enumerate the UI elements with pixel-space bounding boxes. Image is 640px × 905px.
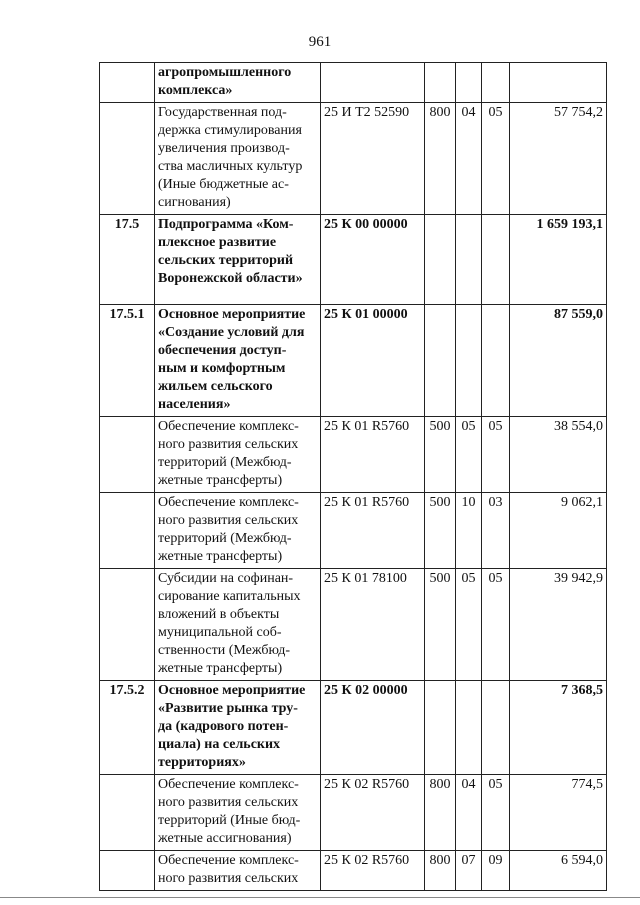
row-subsection xyxy=(482,681,510,775)
row-subsection xyxy=(482,305,510,417)
row-amount: 87 559,0 xyxy=(510,305,607,417)
row-number: 17.5.1 xyxy=(100,305,155,417)
table-row xyxy=(100,417,607,493)
row-expense-type: 800 xyxy=(425,103,456,215)
row-expense-type xyxy=(425,63,456,103)
row-expense-type: 800 xyxy=(425,851,456,891)
table-row xyxy=(100,103,607,215)
row-amount: 774,5 xyxy=(510,775,607,851)
row-subsection: 09 xyxy=(482,851,510,891)
row-subsection: 05 xyxy=(482,103,510,215)
row-name: агропромышленного комплекса» xyxy=(155,63,321,103)
row-code: 25 К 02 R5760 xyxy=(321,851,425,891)
row-number xyxy=(100,569,155,681)
row-subsection xyxy=(482,63,510,103)
row-amount xyxy=(510,63,607,103)
row-number xyxy=(100,493,155,569)
table-row xyxy=(100,215,607,305)
row-number: 17.5.2 xyxy=(100,681,155,775)
row-expense-type xyxy=(425,215,456,305)
row-name: Обеспечение комплекс- ного развития сельских xyxy=(155,851,321,891)
row-name: Субсидии на софинан- сирование капитальных вложений в объекты муниципальной соб- ственности (Межбюд- жетные трансферты) xyxy=(155,569,321,681)
row-name: Государственная под- держка стимулирования увеличения производ- ства масличных культур (Иные бюджетные ас- сигнования) xyxy=(155,103,321,215)
row-name: Подпрограмма «Ком- плексное развитие сельских территорий Воронежской области» xyxy=(155,215,321,305)
row-subsection: 05 xyxy=(482,569,510,681)
row-name: Основное мероприятие «Создание условий для обеспечения доступ- ным и комфортным жильем сельского населения» xyxy=(155,305,321,417)
row-code: 25 К 01 78100 xyxy=(321,569,425,681)
row-code: 25 К 02 00000 xyxy=(321,681,425,775)
row-code xyxy=(321,63,425,103)
row-subsection xyxy=(482,215,510,305)
row-amount: 1 659 193,1 xyxy=(510,215,607,305)
row-name: Обеспечение комплекс- ного развития сельских территорий (Межбюд- жетные трансферты) xyxy=(155,493,321,569)
row-code: 25 И Т2 52590 xyxy=(321,103,425,215)
row-code: 25 К 01 R5760 xyxy=(321,493,425,569)
row-expense-type xyxy=(425,681,456,775)
row-expense-type: 500 xyxy=(425,569,456,681)
row-section xyxy=(456,681,482,775)
row-amount: 57 754,2 xyxy=(510,103,607,215)
row-amount: 39 942,9 xyxy=(510,569,607,681)
table-row xyxy=(100,493,607,569)
row-subsection: 05 xyxy=(482,417,510,493)
table-row xyxy=(100,305,607,417)
row-code: 25 К 02 R5760 xyxy=(321,775,425,851)
row-section xyxy=(456,215,482,305)
row-number xyxy=(100,417,155,493)
row-name: Обеспечение комплекс- ного развития сельских территорий (Иные бюд- жетные ассигнования) xyxy=(155,775,321,851)
budget-table-body xyxy=(100,63,607,891)
row-number xyxy=(100,851,155,891)
row-section: 04 xyxy=(456,775,482,851)
row-section xyxy=(456,63,482,103)
row-expense-type: 500 xyxy=(425,493,456,569)
table-row xyxy=(100,681,607,775)
row-expense-type: 500 xyxy=(425,417,456,493)
page-number: 961 xyxy=(308,34,332,50)
budget-table xyxy=(99,62,607,891)
row-section: 04 xyxy=(456,103,482,215)
row-amount: 9 062,1 xyxy=(510,493,607,569)
row-number xyxy=(100,775,155,851)
row-section xyxy=(456,305,482,417)
row-number: 17.5 xyxy=(100,215,155,305)
row-section: 05 xyxy=(456,417,482,493)
row-section: 10 xyxy=(456,493,482,569)
row-expense-type xyxy=(425,305,456,417)
row-code: 25 К 01 00000 xyxy=(321,305,425,417)
row-section: 07 xyxy=(456,851,482,891)
table-row xyxy=(100,63,607,103)
row-expense-type: 800 xyxy=(425,775,456,851)
row-subsection: 03 xyxy=(482,493,510,569)
row-name: Основное мероприятие «Развитие рынка тру- да (кадрового потен- циала) на сельских территориях» xyxy=(155,681,321,775)
row-subsection: 05 xyxy=(482,775,510,851)
table-row xyxy=(100,851,607,891)
row-code: 25 К 01 R5760 xyxy=(321,417,425,493)
row-number xyxy=(100,103,155,215)
row-section: 05 xyxy=(456,569,482,681)
footer-divider xyxy=(0,897,640,898)
row-amount: 6 594,0 xyxy=(510,851,607,891)
row-code: 25 К 00 00000 xyxy=(321,215,425,305)
table-row xyxy=(100,775,607,851)
row-amount: 38 554,0 xyxy=(510,417,607,493)
row-number xyxy=(100,63,155,103)
table-row xyxy=(100,569,607,681)
row-amount: 7 368,5 xyxy=(510,681,607,775)
row-name: Обеспечение комплекс- ного развития сельских территорий (Межбюд- жетные трансферты) xyxy=(155,417,321,493)
